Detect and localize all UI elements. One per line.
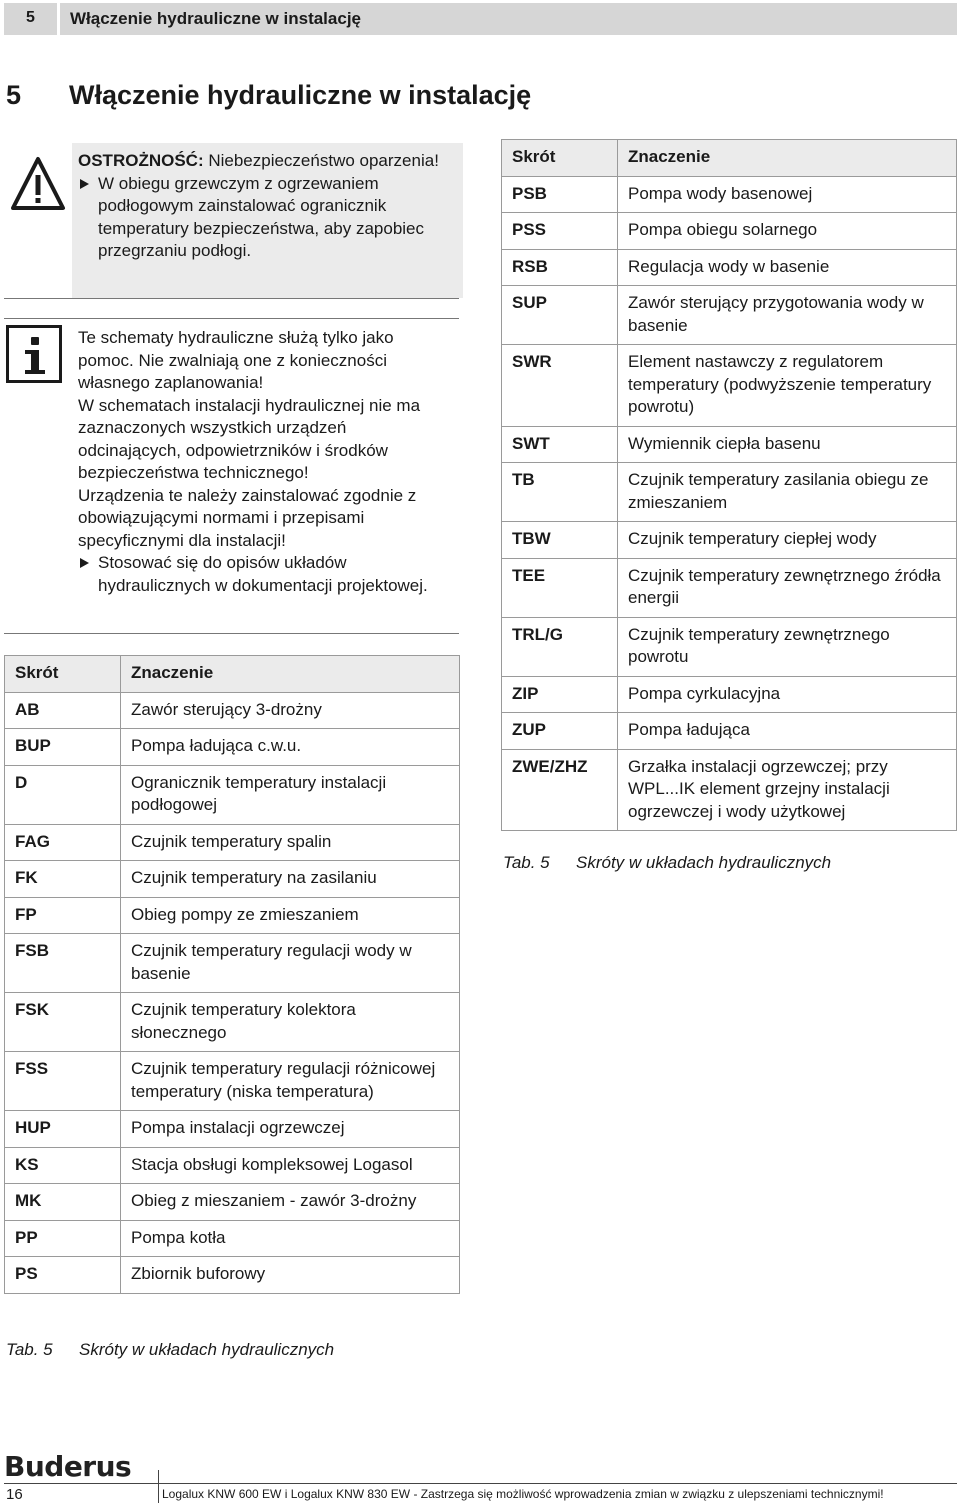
meaning-cell: Pompa cyrkulacyjna	[618, 676, 957, 713]
table-row	[502, 345, 957, 427]
table-row	[5, 1147, 460, 1184]
info-top-rule	[4, 318, 459, 319]
running-header-number: 5	[4, 3, 57, 35]
header-meaning: Znaczenie	[121, 656, 460, 693]
meaning-cell: Ogranicznik temperatury instalacji podłogowej	[121, 765, 460, 824]
table-caption-left	[6, 1340, 334, 1360]
table-row	[5, 1257, 460, 1294]
table-row	[5, 1220, 460, 1257]
abbreviation-table-right	[501, 139, 957, 831]
info-paragraph-1: Te schematy hydrauliczne służą tylko jako pomoc. Nie zwalniają one z konieczności własnego zaplanowania!	[78, 328, 394, 392]
warning-label: OSTROŻNOŚĆ:	[78, 151, 204, 170]
warning-bullet	[78, 173, 448, 263]
table-row	[5, 897, 460, 934]
meaning-cell: Czujnik temperatury ciepłej wody	[618, 522, 957, 559]
meaning-cell: Obieg z mieszaniem - zawór 3-drożny	[121, 1184, 460, 1221]
meaning-cell: Czujnik temperatury regulacji różnicowej temperatury (niska temperatura)	[121, 1052, 460, 1111]
info-bullet	[78, 552, 453, 597]
section-heading	[6, 80, 531, 111]
meaning-cell: Pompa ładująca c.w.u.	[121, 729, 460, 766]
caption-text: Skróty w układach hydraulicznych	[576, 853, 832, 872]
abbreviation-cell: SUP	[502, 286, 618, 345]
table-header-row	[502, 140, 957, 177]
table-row	[5, 861, 460, 898]
meaning-cell: Obieg pompy ze zmieszaniem	[121, 897, 460, 934]
info-bottom-rule	[4, 633, 459, 634]
table-row	[5, 1184, 460, 1221]
meaning-cell: Pompa ładująca	[618, 713, 957, 750]
abbreviation-cell: AB	[5, 692, 121, 729]
abbreviation-cell: PS	[5, 1257, 121, 1294]
warning-triangle-icon	[10, 155, 66, 215]
meaning-cell: Element nastawczy z regulatorem temperatury (podwyższenie temperatury powrotu)	[618, 345, 957, 427]
warning-message: Niebezpieczeństwo oparzenia!	[203, 151, 439, 170]
caption-tab-number: Tab. 5	[503, 853, 550, 872]
info-paragraph-2: W schematach instalacji hydraulicznej nie ma zaznaczonych wszystkich urządzeń odcinających, odpowietrzników i środków bezpieczeństwa technicznego!	[78, 395, 421, 482]
table-row	[502, 176, 957, 213]
meaning-cell: Zawór sterujący 3-drożny	[121, 692, 460, 729]
abbreviation-cell: ZIP	[502, 676, 618, 713]
info-icon	[6, 325, 62, 383]
abbreviation-cell: BUP	[5, 729, 121, 766]
abbreviation-cell: TEE	[502, 558, 618, 617]
abbreviation-cell: RSB	[502, 249, 618, 286]
abbreviation-cell: ZWE/ZHZ	[502, 749, 618, 831]
meaning-cell: Pompa kotła	[121, 1220, 460, 1257]
meaning-cell: Czujnik temperatury na zasilaniu	[121, 861, 460, 898]
page-number: 16	[6, 1486, 23, 1503]
meaning-cell: Czujnik temperatury zasilania obiegu ze zmieszaniem	[618, 463, 957, 522]
abbreviation-cell: FSB	[5, 934, 121, 993]
table-row	[502, 713, 957, 750]
table-row	[5, 1052, 460, 1111]
abbreviation-table-left	[4, 655, 460, 1294]
section-number: 5	[6, 80, 22, 110]
footer-rule	[4, 1483, 957, 1484]
table-row	[502, 558, 957, 617]
footer-text: Logalux KNW 600 EW i Logalux KNW 830 EW - Zastrzega się możliwość wprowadzenia zmian w związku z ulepszeniami technicznymi!	[162, 1487, 884, 1501]
info-paragraph-3: Urządzenia te należy zainstalować zgodnie z obowiązującymi normami i przepisami specyficznymi dla instalacji!	[78, 485, 417, 550]
caption-tab-number: Tab. 5	[6, 1340, 53, 1359]
meaning-cell: Stacja obsługi kompleksowej Logasol	[121, 1147, 460, 1184]
abbreviation-cell: KS	[5, 1147, 121, 1184]
meaning-cell: Pompa wody basenowej	[618, 176, 957, 213]
table-row	[502, 676, 957, 713]
brand-logo: Buderus	[4, 1450, 132, 1483]
meaning-cell: Czujnik temperatury kolektora słonecznego	[121, 993, 460, 1052]
abbreviation-cell: D	[5, 765, 121, 824]
abbreviation-cell: TRL/G	[502, 617, 618, 676]
bullet-arrow-icon	[80, 179, 89, 189]
meaning-cell: Czujnik temperatury spalin	[121, 824, 460, 861]
abbreviation-cell: PSS	[502, 213, 618, 250]
abbreviation-cell: TB	[502, 463, 618, 522]
meaning-cell: Czujnik temperatury zewnętrznego powrotu	[618, 617, 957, 676]
footer-divider	[158, 1470, 159, 1503]
table-row	[502, 249, 957, 286]
table-row	[5, 765, 460, 824]
meaning-cell: Pompa obiegu solarnego	[618, 213, 957, 250]
table-row	[5, 692, 460, 729]
meaning-cell: Regulacja wody w basenie	[618, 249, 957, 286]
table-row	[502, 213, 957, 250]
info-text	[78, 327, 453, 597]
bullet-arrow-icon	[80, 558, 89, 568]
header-abbreviation: Skrót	[502, 140, 618, 177]
abbreviation-cell: SWT	[502, 426, 618, 463]
abbreviation-cell: FSK	[5, 993, 121, 1052]
abbreviation-cell: FP	[5, 897, 121, 934]
table-row	[502, 617, 957, 676]
meaning-cell: Zawór sterujący przygotowania wody w basenie	[618, 286, 957, 345]
table-caption-right	[503, 853, 831, 873]
table-header-row	[5, 656, 460, 693]
table-row	[502, 463, 957, 522]
abbreviation-cell: PSB	[502, 176, 618, 213]
abbreviation-cell: SWR	[502, 345, 618, 427]
table-row	[5, 993, 460, 1052]
running-header-title: Włączenie hydrauliczne w instalację	[60, 3, 957, 35]
section-title: Włączenie hydrauliczne w instalację	[69, 80, 532, 110]
meaning-cell: Czujnik temperatury regulacji wody w basenie	[121, 934, 460, 993]
table-row	[5, 934, 460, 993]
abbreviation-cell: PP	[5, 1220, 121, 1257]
meaning-cell: Czujnik temperatury zewnętrznego źródła energii	[618, 558, 957, 617]
table-row	[502, 286, 957, 345]
warning-headline	[78, 150, 448, 173]
header-abbreviation: Skrót	[5, 656, 121, 693]
abbreviation-cell: TBW	[502, 522, 618, 559]
warning-bullet-text: W obiegu grzewczym z ogrzewaniem podłogowym zainstalować ogranicznik temperatury bezpieczeństwa, aby zapobiec przegrzaniu podłogi.	[98, 173, 425, 260]
abbreviation-cell: HUP	[5, 1111, 121, 1148]
abbreviation-cell: MK	[5, 1184, 121, 1221]
warning-text	[78, 150, 448, 263]
table-row	[5, 824, 460, 861]
meaning-cell: Grzałka instalacji ogrzewczej; przy WPL...IK element grzejny instalacji ogrzewczej i wody użytkowej	[618, 749, 957, 831]
table-row	[502, 426, 957, 463]
abbreviation-cell: ZUP	[502, 713, 618, 750]
abbreviation-cell: FAG	[5, 824, 121, 861]
meaning-cell: Wymiennik ciepła basenu	[618, 426, 957, 463]
meaning-cell: Zbiornik buforowy	[121, 1257, 460, 1294]
abbreviation-cell: FSS	[5, 1052, 121, 1111]
header-meaning: Znaczenie	[618, 140, 957, 177]
running-header	[4, 3, 957, 35]
table-row	[5, 729, 460, 766]
table-row	[502, 749, 957, 831]
table-row	[502, 522, 957, 559]
abbreviation-cell: FK	[5, 861, 121, 898]
info-bullet-text: Stosować się do opisów układów hydraulicznych w dokumentacji projektowej.	[98, 553, 428, 595]
table-row	[5, 1111, 460, 1148]
meaning-cell: Pompa instalacji ogrzewczej	[121, 1111, 460, 1148]
caption-text: Skróty w układach hydraulicznych	[79, 1340, 335, 1359]
